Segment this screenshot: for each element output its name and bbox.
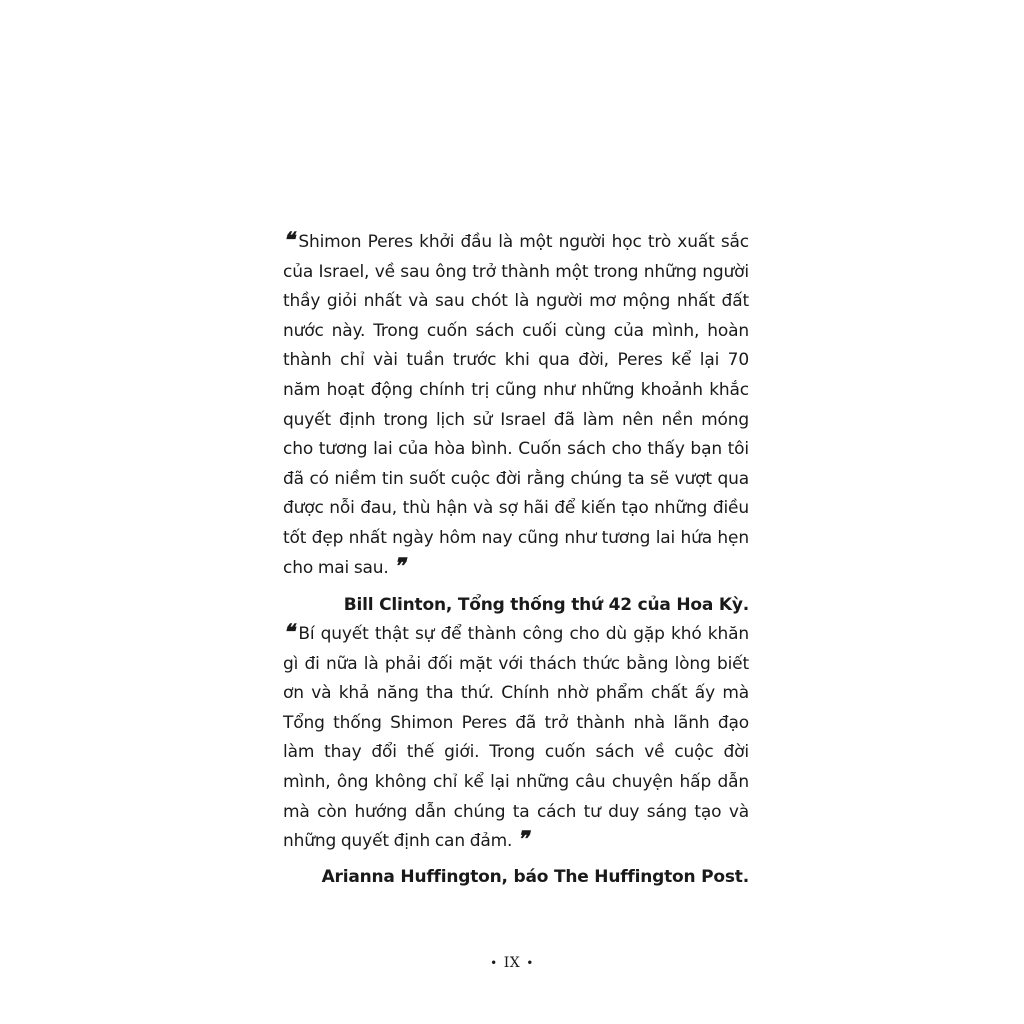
close-quote-icon: ❞ <box>393 552 403 578</box>
open-quote-icon: ❝ <box>283 619 293 644</box>
quote-block-clinton <box>283 228 749 617</box>
page-number-label: IX <box>503 955 521 971</box>
page-number <box>0 955 1024 971</box>
bullet-icon: • <box>490 956 498 970</box>
bullet-icon: • <box>526 956 534 970</box>
quote-attribution: Bill Clinton, Tổng thống thứ 42 của Hoa Kỳ. <box>343 595 749 616</box>
quote-text <box>283 620 749 857</box>
quote-body: Bí quyết thật sự để thành công cho dù gặp khó khăn gì đi nữa là phải đối mặt với thách thức bằng lòng biết ơn và khả năng tha thứ. Chính nhờ phẩm chất ấy mà Tổng thống Shimon Peres đã trở thành nhà lãnh đạo làm thay đổi thế giới. Trong cuốn sách về cuộc đời mình, ông không chỉ kể lại những câu chuyện hấp dẫn mà còn hướng dẫn chúng ta cách tư duy sáng tạo và những quyết định can đảm. <box>283 624 749 852</box>
quote-block-huffington <box>283 620 749 889</box>
open-quote-icon: ❝ <box>283 227 293 252</box>
quote-attribution: Arianna Huffington, báo The Huffington Post. <box>321 866 749 887</box>
close-quote-icon: ❞ <box>517 826 527 852</box>
quote-body: Shimon Peres khởi đầu là một người học trò xuất sắc của Israel, về sau ông trở thành một trong những người thầy giỏi nhất và sau chót là người mơ mộng nhất đất nước này. Trong cuốn sách cuối cùng của mình, hoàn thành chỉ vài tuần trước khi qua đời, Peres kể lại 70 năm hoạt động chính trị cũng như những khoảnh khắc quyết định trong lịch sử Israel đã làm nên nền móng cho tương lai của hòa bình. Cuốn sách cho thấy bạn tôi đã có niềm tin suốt cuộc đời rằng chúng ta sẽ vượt qua được nỗi đau, thù hận và sợ hãi để kiến tạo những điều tốt đẹp nhất ngày hôm nay cũng như tương lai hứa hẹn cho mai sau. <box>283 232 749 578</box>
quote-text <box>283 228 749 583</box>
